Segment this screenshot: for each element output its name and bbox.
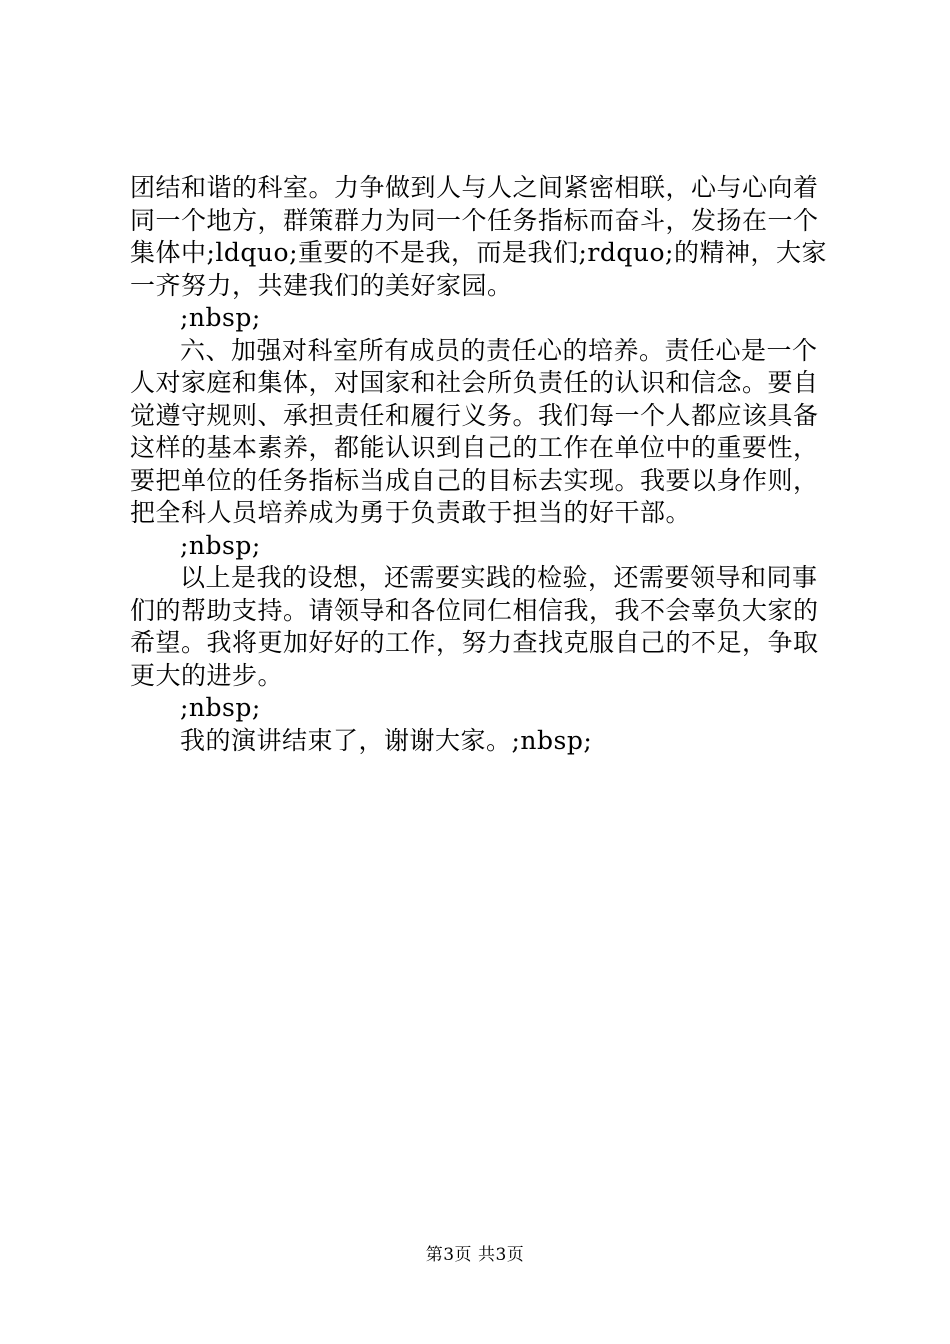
- text-line: 团结和谐的科室。力争做到人与人之间紧密相联，心与心向着: [130, 173, 819, 202]
- page-footer: [0, 1244, 950, 1266]
- text-line: 觉遵守规则、承担责任和履行义务。我们每一个人都应该具备: [130, 400, 819, 430]
- spacer-line: ;nbsp;: [180, 303, 261, 332]
- text-line: 同一个地方，群策群力为同一个任务指标而奋斗，发扬在一个: [130, 205, 819, 235]
- text-line: 们的帮助支持。请领导和各位同仁相信我，我不会辜负大家的: [130, 595, 819, 625]
- text-line: 集体中;ldquo;重要的不是我，而是我们;rdquo;的精神，大家: [130, 238, 827, 267]
- text-line: 更大的进步。: [130, 660, 284, 690]
- paragraph-start-line: 我的演讲结束了，谢谢大家。;nbsp;: [180, 725, 593, 755]
- text-line: 这样的基本素养，都能认识到自己的工作在单位中的重要性，: [130, 433, 819, 462]
- document-body: [130, 172, 830, 757]
- paragraph-start-line: 六、加强对科室所有成员的责任心的培养。责任心是一个: [180, 335, 818, 365]
- text-line: 要把单位的任务指标当成自己的目标去实现。我要以身作则，: [130, 465, 819, 495]
- paragraph-start-line: 以上是我的设想，还需要实践的检验，还需要领导和同事: [180, 563, 818, 592]
- text-line: 希望。我将更加好好的工作，努力查找克服自己的不足，争取: [130, 628, 819, 657]
- spacer-line: ;nbsp;: [180, 530, 261, 560]
- spacer-line: ;nbsp;: [180, 693, 261, 722]
- page-number-label: 第3页 共3页: [425, 1245, 525, 1265]
- text-line: 人对家庭和集体，对国家和社会所负责任的认识和信念。要自: [130, 368, 819, 397]
- text-line: 一齐努力，共建我们的美好家园。: [130, 270, 513, 300]
- text-line: 把全科人员培养成为勇于负责敢于担当的好干部。: [130, 498, 692, 527]
